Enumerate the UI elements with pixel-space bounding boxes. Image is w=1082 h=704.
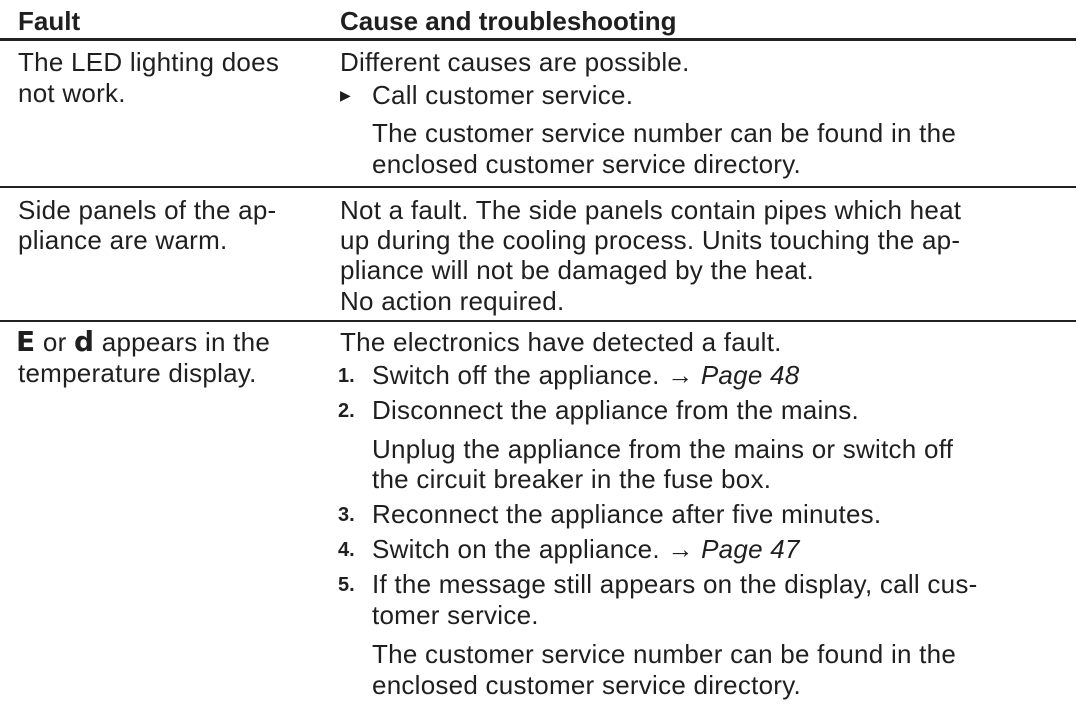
row2-fault-line1: Side panels of the ap- xyxy=(18,195,277,225)
fault-rest: appears in the xyxy=(101,327,271,357)
row1-cause-line1: Different causes are possible. xyxy=(340,47,690,77)
row1-rule xyxy=(0,186,1076,188)
step2-text: Disconnect the appliance from the mains. xyxy=(372,395,859,425)
header-rule xyxy=(0,38,1076,41)
step5-note-line1: The customer service number can be found in the xyxy=(372,639,957,669)
page-ref-47[interactable]: Page 47 xyxy=(701,534,800,564)
step1-number: 1. xyxy=(338,365,355,387)
row1-action: Call customer service. xyxy=(372,80,634,110)
step3-text: Reconnect the appliance after five minutes. xyxy=(372,499,882,529)
row3-cause-intro: The electronics have detected a fault. xyxy=(340,327,782,357)
bullet-icon: ▶ xyxy=(340,87,352,103)
row1-fault-line2: not work. xyxy=(18,78,126,108)
display-symbol-e: E xyxy=(16,325,36,358)
step5-text-line2: tomer service. xyxy=(372,600,539,630)
step5-text-line1: If the message still appears on the display, call cus- xyxy=(372,569,978,599)
step4-number: 4. xyxy=(338,539,355,561)
row2-fault-line2: pliance are warm. xyxy=(18,225,228,255)
row3-fault-line2: temperature display. xyxy=(18,358,257,388)
step5-note-line2: enclosed customer service directory. xyxy=(372,670,802,700)
row1-fault-line1: The LED lighting does xyxy=(18,47,280,77)
page-ref-48[interactable]: Page 48 xyxy=(700,360,800,390)
fault-or: or xyxy=(42,327,67,357)
step2-note-line1: Unplug the appliance from the mains or switch off xyxy=(372,434,954,464)
header-cause: Cause and troubleshooting xyxy=(340,6,677,36)
row1-note-line2: enclosed customer service directory. xyxy=(372,149,802,179)
row2-rule xyxy=(0,320,1076,322)
display-symbol-d: d xyxy=(73,325,95,358)
step2-note-line2: the circuit breaker in the fuse box. xyxy=(372,464,772,494)
step2-number: 2. xyxy=(338,400,355,422)
arrow-right-icon: → xyxy=(667,534,694,564)
header-fault: Fault xyxy=(18,6,81,36)
step5-number: 5. xyxy=(338,574,355,596)
row1-note-line1: The customer service number can be found in the xyxy=(372,118,957,148)
step1-text: Switch off the appliance. → Page 48 xyxy=(372,360,800,390)
row2-cause-line3: pliance will not be damaged by the heat. xyxy=(340,255,814,285)
row3-fault-line1 xyxy=(16,327,270,357)
arrow-right-icon: → xyxy=(667,360,694,390)
step3-number: 3. xyxy=(338,504,355,526)
row2-cause-line1: Not a fault. The side panels contain pipes which heat xyxy=(340,195,962,225)
row2-cause-line4: No action required. xyxy=(340,286,565,316)
step4-text: Switch on the appliance. → Page 47 xyxy=(372,534,800,564)
row2-cause-line2: up during the cooling process. Units touching the ap- xyxy=(340,225,961,255)
